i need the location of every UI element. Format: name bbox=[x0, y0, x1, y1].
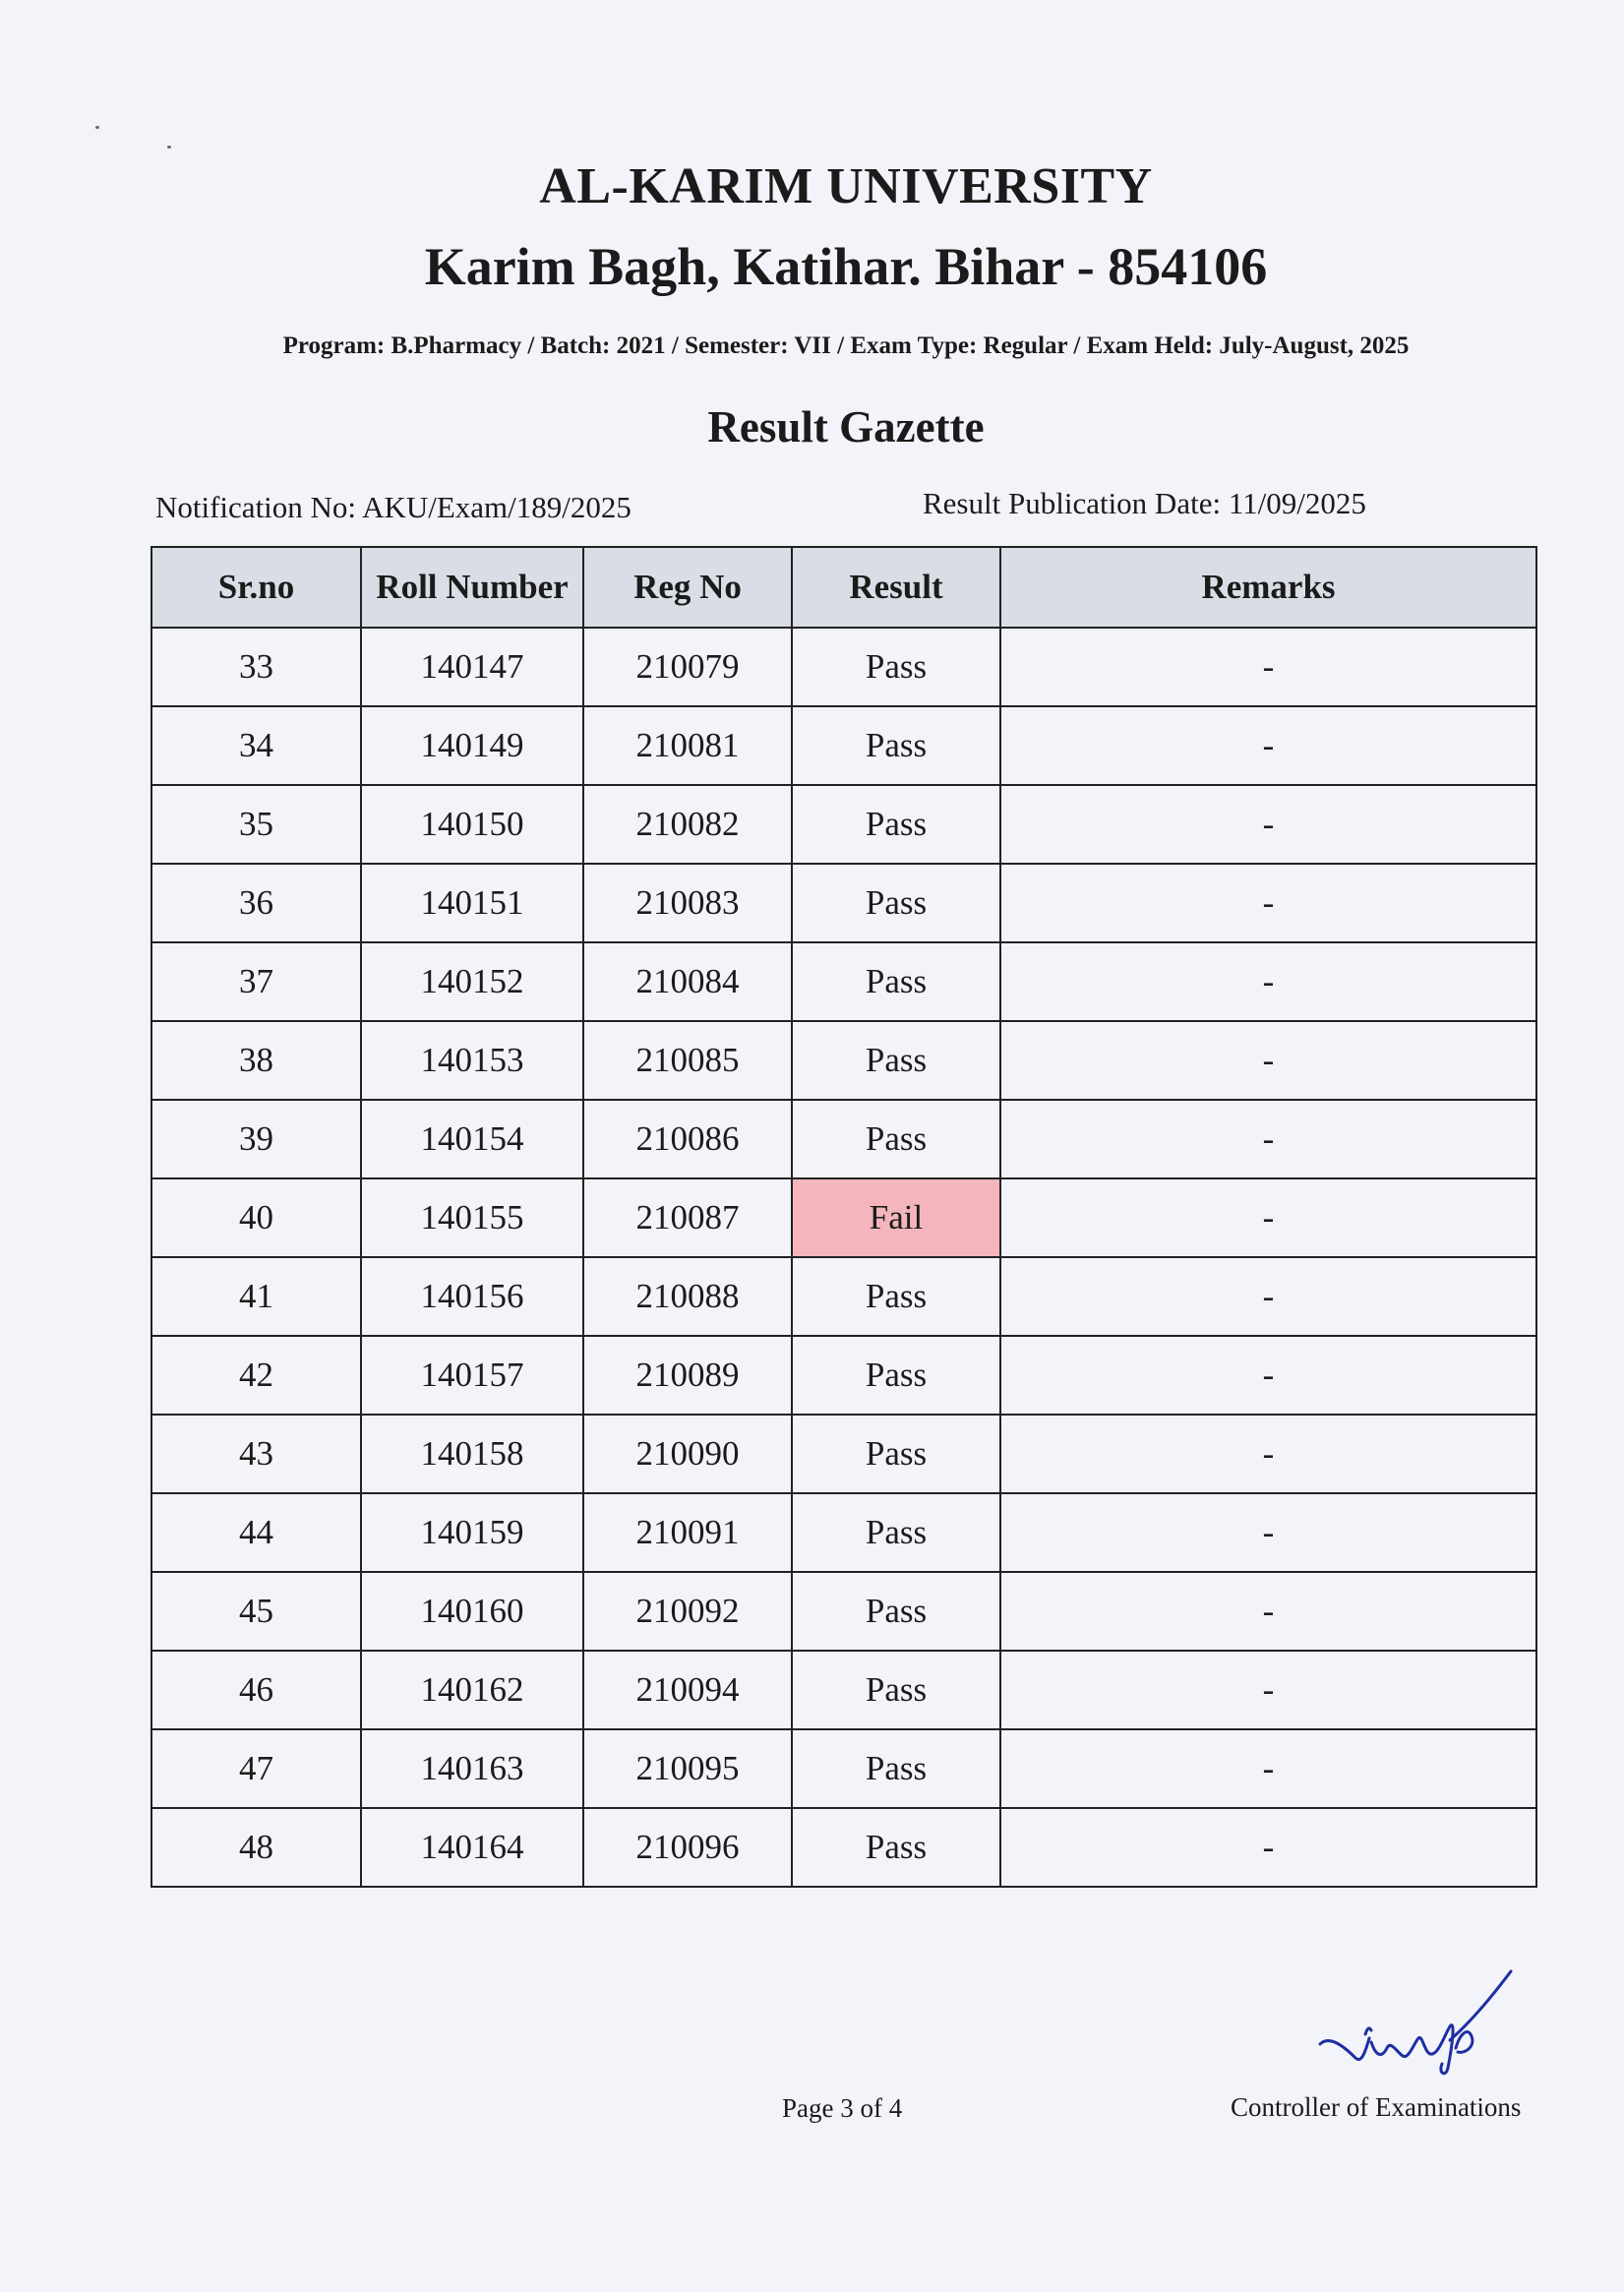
table-row bbox=[151, 628, 1536, 706]
table-row bbox=[151, 1178, 1536, 1257]
cell-reg-no: 210095 bbox=[583, 1729, 792, 1808]
cell-result: Pass bbox=[792, 1493, 1000, 1572]
cell-result: Pass bbox=[792, 706, 1000, 785]
cell-reg-no: 210092 bbox=[583, 1572, 792, 1651]
university-address: Karim Bagh, Katihar. Bihar - 854106 bbox=[424, 237, 1268, 296]
cell-roll-number: 140151 bbox=[361, 864, 583, 942]
cell-roll-number: 140160 bbox=[361, 1572, 583, 1651]
cell-roll-number: 140147 bbox=[361, 628, 583, 706]
cell-remarks: - bbox=[1000, 1651, 1536, 1729]
cell-reg-no: 210090 bbox=[583, 1415, 792, 1493]
cell-sr-no: 43 bbox=[151, 1415, 361, 1493]
scan-speck bbox=[95, 126, 99, 129]
cell-reg-no: 210094 bbox=[583, 1651, 792, 1729]
cell-reg-no: 210089 bbox=[583, 1336, 792, 1415]
table-row bbox=[151, 1336, 1536, 1415]
page-number: Page 3 of 4 bbox=[782, 2093, 903, 2123]
publication-date: Result Publication Date: 11/09/2025 bbox=[923, 486, 1366, 520]
cell-sr-no: 35 bbox=[151, 785, 361, 864]
cell-sr-no: 34 bbox=[151, 706, 361, 785]
cell-remarks: - bbox=[1000, 1100, 1536, 1178]
table-row bbox=[151, 1651, 1536, 1729]
cell-sr-no: 42 bbox=[151, 1336, 361, 1415]
notification-number: Notification No: AKU/Exam/189/2025 bbox=[155, 490, 632, 524]
cell-remarks: - bbox=[1000, 785, 1536, 864]
cell-sr-no: 36 bbox=[151, 864, 361, 942]
cell-sr-no: 46 bbox=[151, 1651, 361, 1729]
cell-result: Pass bbox=[792, 1336, 1000, 1415]
cell-sr-no: 41 bbox=[151, 1257, 361, 1336]
cell-remarks: - bbox=[1000, 1257, 1536, 1336]
cell-result: Pass bbox=[792, 1729, 1000, 1808]
table-header-row bbox=[151, 547, 1536, 628]
cell-roll-number: 140156 bbox=[361, 1257, 583, 1336]
cell-reg-no: 210079 bbox=[583, 628, 792, 706]
table-row bbox=[151, 1100, 1536, 1178]
column-header-reg-no: Reg No bbox=[583, 547, 792, 628]
column-header-sr-no: Sr.no bbox=[151, 547, 361, 628]
column-header-result: Result bbox=[792, 547, 1000, 628]
scan-speck bbox=[167, 146, 171, 149]
table-row bbox=[151, 1493, 1536, 1572]
cell-reg-no: 210083 bbox=[583, 864, 792, 942]
table-row bbox=[151, 1572, 1536, 1651]
cell-sr-no: 48 bbox=[151, 1808, 361, 1887]
table-row bbox=[151, 706, 1536, 785]
cell-remarks: - bbox=[1000, 1493, 1536, 1572]
cell-result: Pass bbox=[792, 864, 1000, 942]
signatory-title: Controller of Examinations bbox=[1231, 2092, 1522, 2122]
cell-roll-number: 140153 bbox=[361, 1021, 583, 1100]
cell-remarks: - bbox=[1000, 864, 1536, 942]
column-header-roll-number: Roll Number bbox=[361, 547, 583, 628]
cell-result: Pass bbox=[792, 1257, 1000, 1336]
cell-result: Pass bbox=[792, 1651, 1000, 1729]
cell-result: Pass bbox=[792, 1021, 1000, 1100]
cell-sr-no: 40 bbox=[151, 1178, 361, 1257]
document-title: Result Gazette bbox=[707, 402, 985, 452]
cell-remarks: - bbox=[1000, 1178, 1536, 1257]
cell-reg-no: 210085 bbox=[583, 1021, 792, 1100]
cell-reg-no: 210096 bbox=[583, 1808, 792, 1887]
cell-result: Pass bbox=[792, 628, 1000, 706]
cell-sr-no: 44 bbox=[151, 1493, 361, 1572]
table-row bbox=[151, 1415, 1536, 1493]
cell-sr-no: 33 bbox=[151, 628, 361, 706]
cell-reg-no: 210081 bbox=[583, 706, 792, 785]
cell-remarks: - bbox=[1000, 1729, 1536, 1808]
cell-roll-number: 140157 bbox=[361, 1336, 583, 1415]
table-row bbox=[151, 1808, 1536, 1887]
cell-reg-no: 210082 bbox=[583, 785, 792, 864]
cell-roll-number: 140149 bbox=[361, 706, 583, 785]
cell-remarks: - bbox=[1000, 1021, 1536, 1100]
cell-reg-no: 210088 bbox=[583, 1257, 792, 1336]
program-details: Program: B.Pharmacy / Batch: 2021 / Semester: VII / Exam Type: Regular / Exam Held: July-August, 2025 bbox=[282, 332, 1410, 359]
cell-result: Pass bbox=[792, 1415, 1000, 1493]
table-row bbox=[151, 864, 1536, 942]
cell-roll-number: 140150 bbox=[361, 785, 583, 864]
cell-roll-number: 140155 bbox=[361, 1178, 583, 1257]
cell-roll-number: 140162 bbox=[361, 1651, 583, 1729]
cell-remarks: - bbox=[1000, 1572, 1536, 1651]
university-name: AL-KARIM UNIVERSITY bbox=[539, 158, 1153, 214]
column-header-remarks: Remarks bbox=[1000, 547, 1536, 628]
table-row bbox=[151, 942, 1536, 1021]
cell-sr-no: 37 bbox=[151, 942, 361, 1021]
cell-reg-no: 210091 bbox=[583, 1493, 792, 1572]
cell-roll-number: 140158 bbox=[361, 1415, 583, 1493]
table-row bbox=[151, 1257, 1536, 1336]
cell-roll-number: 140159 bbox=[361, 1493, 583, 1572]
controller-signature bbox=[1308, 1958, 1525, 2095]
cell-result-fail: Fail bbox=[792, 1178, 1000, 1257]
cell-sr-no: 47 bbox=[151, 1729, 361, 1808]
table-row bbox=[151, 1729, 1536, 1808]
cell-sr-no: 45 bbox=[151, 1572, 361, 1651]
cell-result: Pass bbox=[792, 785, 1000, 864]
cell-sr-no: 39 bbox=[151, 1100, 361, 1178]
cell-sr-no: 38 bbox=[151, 1021, 361, 1100]
cell-reg-no: 210086 bbox=[583, 1100, 792, 1178]
cell-result: Pass bbox=[792, 1100, 1000, 1178]
cell-roll-number: 140154 bbox=[361, 1100, 583, 1178]
table-row bbox=[151, 785, 1536, 864]
cell-reg-no: 210087 bbox=[583, 1178, 792, 1257]
cell-remarks: - bbox=[1000, 1336, 1536, 1415]
cell-result: Pass bbox=[792, 1808, 1000, 1887]
table-row bbox=[151, 1021, 1536, 1100]
cell-roll-number: 140163 bbox=[361, 1729, 583, 1808]
cell-remarks: - bbox=[1000, 1808, 1536, 1887]
cell-result: Pass bbox=[792, 1572, 1000, 1651]
cell-remarks: - bbox=[1000, 1415, 1536, 1493]
cell-remarks: - bbox=[1000, 628, 1536, 706]
cell-roll-number: 140152 bbox=[361, 942, 583, 1021]
result-table bbox=[150, 546, 1537, 1888]
cell-reg-no: 210084 bbox=[583, 942, 792, 1021]
cell-remarks: - bbox=[1000, 942, 1536, 1021]
cell-roll-number: 140164 bbox=[361, 1808, 583, 1887]
cell-result: Pass bbox=[792, 942, 1000, 1021]
cell-remarks: - bbox=[1000, 706, 1536, 785]
